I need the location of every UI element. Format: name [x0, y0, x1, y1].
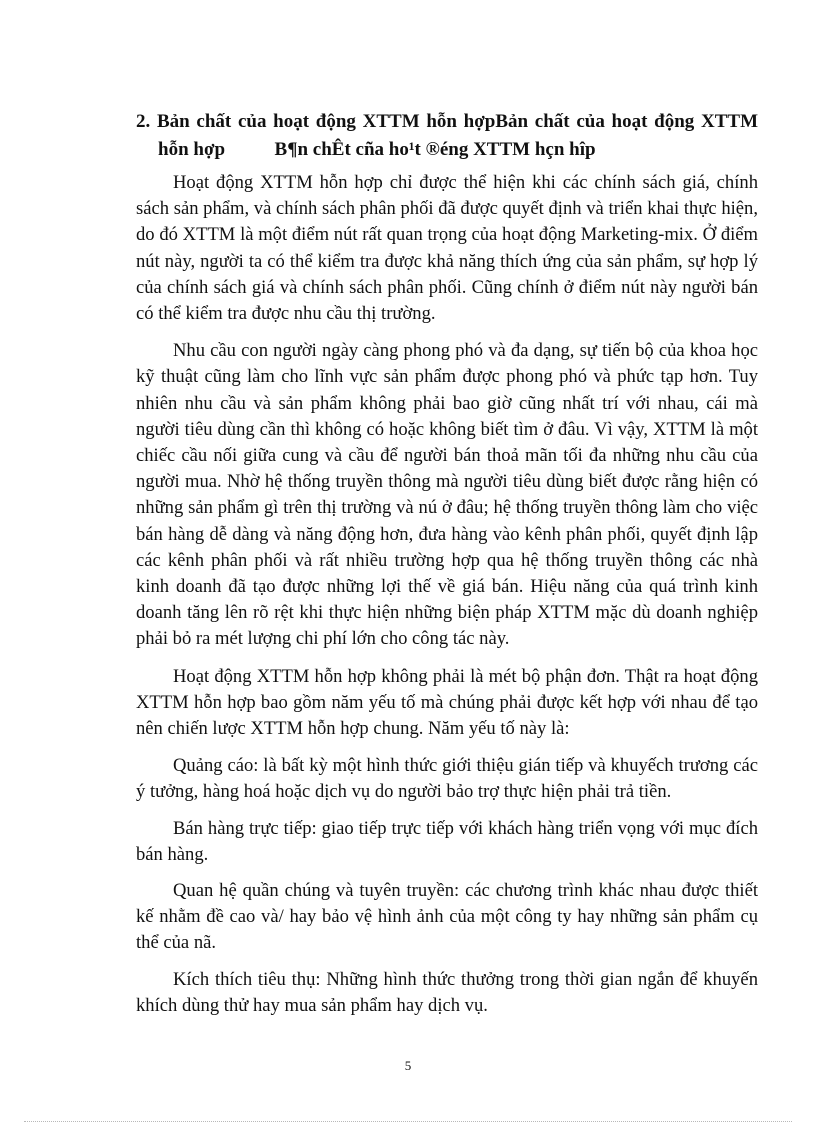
document-body — [136, 108, 758, 1029]
paragraph-advertising: Quảng cáo: là bất kỳ một hình thức giới thiệu gián tiếp và khuyếch trương các ý tưởng, hàng hoá hoặc dịch vụ do người bảo trợ thực hiện phải trả tiền. — [136, 755, 758, 803]
paragraph-sales-promotion: Kích thích tiêu thụ: Những hình thức thưởng trong thời gian ngắn để khuyến khích dùng thử hay mua sản phẩm hay dịch vụ. — [136, 968, 758, 1016]
paragraph-direct-selling: Bán hàng trực tiếp: giao tiếp trực tiếp với khách hàng triển vọng với mục đích bán hàng. — [136, 817, 758, 865]
page-number: 5 — [404, 1058, 412, 1073]
section-heading — [136, 108, 758, 164]
section-title: Bản chất của hoạt động XTTM hỗn hợpBản chất của hoạt động XTTM hỗn hợp — [156, 111, 758, 160]
paragraph-public-relations: Quan hệ quần chúng và tuyên truyền: các chương trình khác nhau được thiết kế nhằm đề cao và/ hay bảo vệ hình ảnh của một công ty hay những sản phẩm cụ thể của nã. — [136, 880, 758, 954]
paragraph-needs: Nhu cầu con người ngày càng phong phó và đa dạng, sự tiến bộ của khoa học kỹ thuật cũng làm cho lĩnh vực sản phẩm được phong phó và phức tạp hơn. Tuy nhiên nhu cầu và sản phẩm không phải bao giờ cũng nhất trí với nhau, cái mà người tiêu dùng cần thì không có hoặc không biết tìm ở đâu. Vì vậy, XTTM là một chiếc cầu nối giữa cung và cầu để người bán thoả mãn tối đa những nhu cầu của người mua. Nhờ hệ thống truyền thông mà người tiêu dùng biết được rằng hiện có những sản phẩm gì trên thị trường và nú ở đâu; hệ thống truyền thông làm cho việc bán hàng dễ dàng và năng động hơn, đưa hàng vào kênh phân phối, quyết định lập các kênh phân phối và rất nhiều trường hợp qua hệ thống truyền thông các nhà kinh doanh đã tạo được những lợi thế về giá bán. Hiệu năng của quá trình kinh doanh tăng lên rõ rệt khi thực hiện những biện pháp XTTM mặc dù doanh nghiệp phải bỏ ra mét lượng chi phí lớn cho công tác này. — [136, 340, 758, 650]
paragraph-elements: Hoạt động XTTM hỗn hợp không phải là mét bộ phận đơn. Thật ra hoạt động XTTM hỗn hợp bao gồm năm yếu tố mà chúng phải được kết hợp với nhau để tạo nên chiến lược XTTM hỗn hợp chung. Năm yếu tố này là: — [136, 665, 758, 740]
section-title-legacy-encoding: B¶n chÊt cña ho¹t ®éng XTTM hçn hîp — [274, 139, 596, 160]
section-number: 2. — [136, 111, 151, 132]
paragraph-intro: Hoạt động XTTM hỗn hợp chỉ được thể hiện khi các chính sách giá, chính sách sản phẩm, và chính sách phân phối đã được quyết định và triển khai thực hiện, do đó XTTM là một điểm nút rất quan trọng của hoạt động Marketing-mix. Ở điểm nút này, người ta có thể kiểm tra được khả năng thích ứng của sản phẩm, sự hợp lý của chính sách giá và chính sách phân phối. Cũng chính ở điểm nút này người bán có thể kiểm tra được nhu cầu thị trường. — [136, 172, 758, 325]
page-bottom-divider — [24, 1121, 792, 1122]
